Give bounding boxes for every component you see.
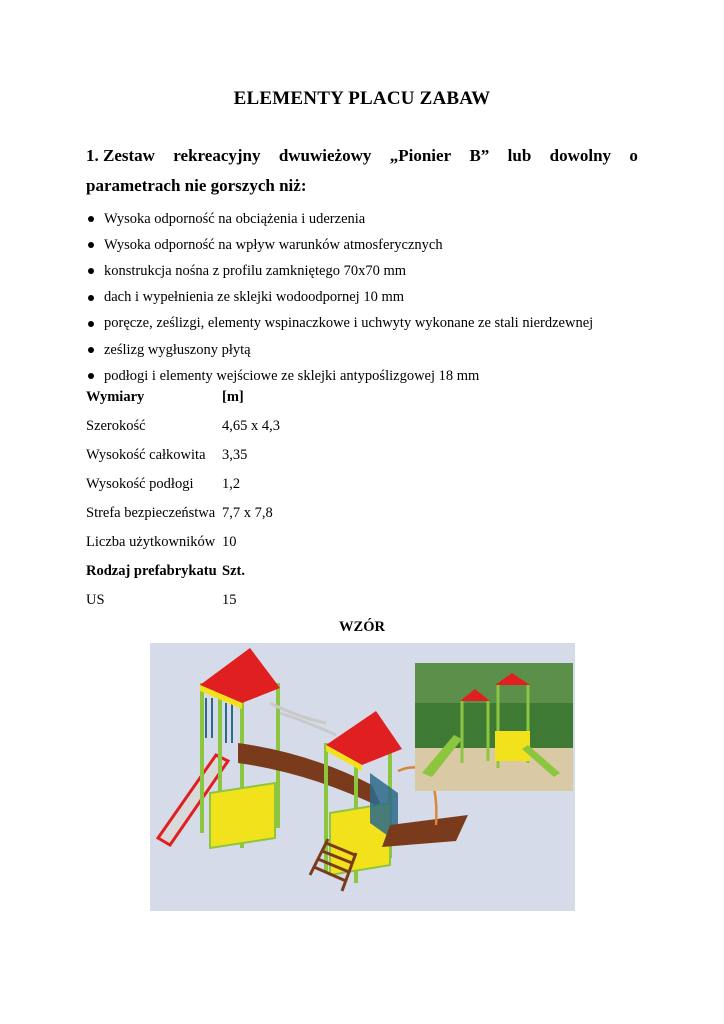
prefab-row xyxy=(86,592,237,609)
list-item xyxy=(86,363,593,389)
spec-label: Strefa bezpieczeństwa xyxy=(86,505,216,521)
spec-value: 1,2 xyxy=(222,476,241,492)
bullet-icon xyxy=(88,373,94,379)
bullet-icon xyxy=(88,321,94,327)
heading-word: B” xyxy=(469,146,490,165)
list-item xyxy=(86,337,593,363)
spec-value: 4,65 x 4,3 xyxy=(222,418,280,434)
spec-header xyxy=(86,389,244,406)
section-heading-line1 xyxy=(86,146,638,166)
bridge-rail xyxy=(280,713,336,735)
spec-label: Liczba użytkowników xyxy=(86,534,216,550)
spec-header-unit: [m] xyxy=(222,389,244,405)
spec-row xyxy=(86,447,247,464)
heading-word: dowolny xyxy=(549,146,612,165)
spec-header-label: Wymiary xyxy=(86,389,145,405)
spec-value: 3,35 xyxy=(222,447,248,463)
list-item xyxy=(86,232,593,258)
spec-label: Szerokość xyxy=(86,418,146,434)
heading-word: 1. Zestaw xyxy=(86,146,155,165)
page-title: ELEMENTY PLACU ZABAW xyxy=(233,88,491,109)
spec-row xyxy=(86,534,237,551)
heading-word: „Pionier xyxy=(389,146,452,165)
section-heading-line2: parametrach nie gorszych niż: xyxy=(86,176,307,195)
heading-word: dwuwieżowy xyxy=(278,146,372,165)
playground-figure xyxy=(150,643,575,911)
left-tower-panel xyxy=(210,783,275,848)
heading-word: lub xyxy=(507,146,532,165)
list-item xyxy=(86,206,593,232)
list-item-text: podłogi i elementy wejściowe ze sklejki antypoślizgowej 18 mm xyxy=(104,367,480,384)
spec-row xyxy=(86,476,240,493)
bullet-icon xyxy=(88,216,94,222)
spec-value: 7,7 x 7,8 xyxy=(222,505,273,521)
list-item-text: poręcze, ześlizgi, elementy wspinaczkowe i uchwyty wykonane ze stali nierdzewnej xyxy=(104,315,594,332)
heading-word: rekreacyjny xyxy=(173,146,261,165)
list-item-text: Wysoka odporność na wpływ warunków atmosferycznych xyxy=(104,236,443,253)
list-item xyxy=(86,258,593,284)
spec-row xyxy=(86,418,280,435)
list-item-text: dach i wypełnienia ze sklejki wodoodpornej 10 mm xyxy=(104,289,404,306)
figure-caption: WZÓR xyxy=(339,619,385,635)
photo-inset xyxy=(415,663,573,791)
prefab-value: 15 xyxy=(222,592,237,608)
spec-value: 10 xyxy=(222,534,237,550)
bullet-icon xyxy=(88,242,94,248)
list-item-text: konstrukcja nośna z profilu zamkniętego 70x70 mm xyxy=(104,262,407,279)
bullet-icon xyxy=(88,295,94,301)
spec-label: Wysokość podłogi xyxy=(86,476,194,492)
heading-word: o xyxy=(629,146,638,165)
playground-illustration xyxy=(150,643,575,911)
list-item-text: Wysoka odporność na obciążenia i uderzenia xyxy=(104,210,366,227)
list-item xyxy=(86,285,593,311)
prefab-label: US xyxy=(86,592,105,608)
list-item xyxy=(86,311,593,337)
bullet-icon xyxy=(88,268,94,274)
bullet-icon xyxy=(88,347,94,353)
list-item-text: ześlizg wygłuszony płytą xyxy=(104,341,251,358)
prefab-header xyxy=(86,563,245,580)
spec-row xyxy=(86,505,273,522)
prefab-header-label: Rodzaj prefabrykatu xyxy=(86,563,217,579)
feature-list xyxy=(86,206,593,389)
prefab-header-unit: Szt. xyxy=(222,563,245,579)
spec-label: Wysokość całkowita xyxy=(86,447,206,463)
